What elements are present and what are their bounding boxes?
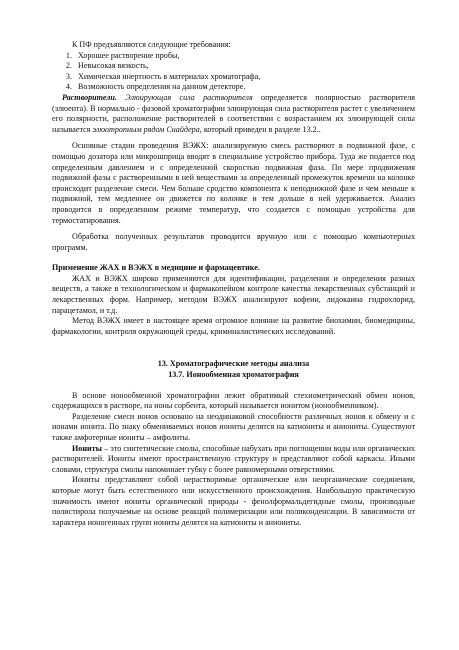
- section-title: 13. Хроматографические методы анализа: [157, 359, 310, 369]
- solvents-italic-2: элюотропным рядом Снайдера,: [92, 124, 202, 134]
- stages-paragraph: Основные стадии проведения ВЭЖХ: анализируемую смесь растворяют в подвижной фазе, с помощью дозатора или микрошприца вводят в специальное устройство прибора. Туда же подается под определенным давлением и с определенной скоростью подвижная фаза. По мере продвижения подвижной фазы с растворенными в ней веществами за определенный промежуток времени на колонке происходит разделение смеси. Чем больше сродство компонента к неподвижной фазе и чем меньше к подвижной, тем медленнее он движется по колонке и тем дольше в ней удерживается. Анализ проводится в определенном режиме температур, что создается с помощью устройства для термостатирования.: [52, 141, 415, 225]
- list-item: 1. Хорошее растворение пробы,: [74, 51, 415, 62]
- application-heading: Применение ЖАХ и ВЭЖХ в медицине и фармацевтике.: [52, 263, 260, 273]
- requirements-list: [52, 51, 415, 93]
- ionites-text: – это синтетические смолы, способные набухать при поглощении воды или органических растворителей. Иониты имеют пространственную структуру и представляют собой каркасы. Иными словами, структура смолы напоминает губку с более равномерными отверстиями.: [52, 443, 415, 474]
- ionites-term: Иониты: [72, 443, 102, 453]
- ionites-paragraph: [52, 444, 415, 476]
- solvents-term: Растворители.: [62, 92, 117, 102]
- solvents-paragraph: [52, 93, 415, 135]
- processing-paragraph: Обработка полученных результатов проводится вручную или с помощью компьютерных программ.: [52, 232, 415, 252]
- list-item: 4. Возможность определения на данном детекторе.: [74, 82, 415, 93]
- ion-intro-paragraph: В основе ионообменной хроматографии лежит обратимый стехиометрический обмен ионов, содержащихся в растворе, на ионы сорбента, который называется ионитом (ионообменником).: [52, 390, 415, 411]
- application-paragraph: ЖАХ и ВЭЖХ широко применяются для идентификации, разделения и определения разных веществ, а также в технологическом и фармакопейном контроле качества лекарственных субстанций и лекарственных форм. Например, методом ВЭЖХ анализируют кофеин, лидокаина гидрохлорид, парацетамол, и т.д.: [52, 273, 415, 315]
- ion-separation-paragraph: Разделение смеси ионов основано на неодинаковой способности различных ионов к обмену и с ионами ионита. По знаку обмениваемых ионов иониты делятся на катиониты и аниониты. Существуют также амфотерные иониты – амфолиты.: [52, 411, 415, 442]
- requirements-intro: К ПФ предъявляются следующие требования:: [72, 40, 231, 49]
- solvents-end: который приведен в разделе 13.2..: [201, 124, 321, 134]
- list-item: 2. Невысокая вязкость,: [74, 61, 415, 72]
- list-item: 3. Химическая инертность в материалах хроматографа,: [74, 72, 415, 83]
- solvents-italic: Элюирующая сила растворителя: [125, 92, 253, 102]
- solvents-text: определяется полярностью растворителя (элюента). В нормально - фазовой хроматографии элюирующая сила растворителя растет с увеличением его полярности, расположение растворителей в соответствии с возрастанием их элюирующей силы называется: [52, 92, 415, 134]
- ionites-last-paragraph: Иониты представляют собой нерастворимые органические или неорганические соединения, которые могут быть естественного или искусственного происхождения. Наибольшую практическую значимость имеют иониты органической природы - фенолформальдегидные смолы, производные полистирола получаемые на основе реакций полимеризации или поликонденсации. В зависимости от характера ионогенных групп иониты делятся на катиониты и аниониты.: [52, 475, 415, 527]
- method-paragraph: Метод ВЭЖХ имеет в настоящее время огромное влияние на развитие биохимии, биомедицины, фармакологии, контроля окружающей среды, криминалистических исследований.: [52, 316, 415, 336]
- section-subtitle: 13.7. Ионообменная хроматография: [168, 370, 299, 380]
